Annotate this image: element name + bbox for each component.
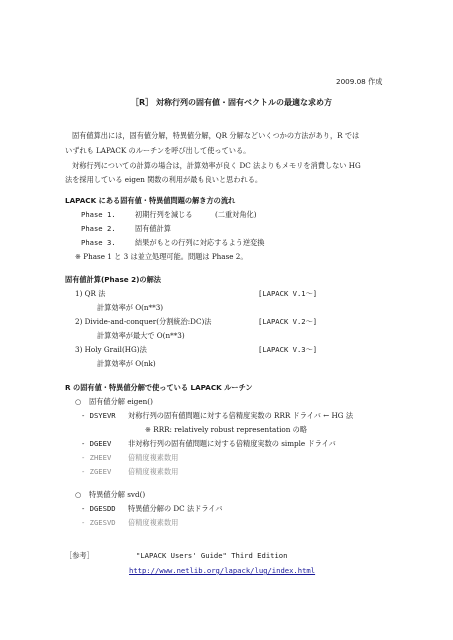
phase-name: Phase 3. (81, 238, 116, 247)
routine-name: - ZGESVD (81, 518, 116, 527)
phase-desc: 初期行列を減じる (135, 210, 193, 219)
intro-line: 固有値算出には，固有値分解，特異値分解，QR 分解などいくつかの方法があり，R では (72, 131, 360, 140)
routine-desc: 対称行列の固有値問題に対する倍精度実数の RRR ドライバ ← HG 法 (128, 411, 354, 420)
method-label: 1) QR 法 (75, 289, 106, 298)
method-cost: 計算効率が O(nk) (97, 359, 156, 368)
method-cost: 計算効率が O(n**3) (97, 303, 164, 312)
phase-desc: 結果がもとの行列に対応するよう逆変換 (135, 238, 265, 247)
eigen-label: 固有値分解 eigen() (89, 397, 153, 406)
section-heading: 固有値計算(Phase 2)の解法 (65, 275, 161, 284)
routine-desc: 倍精度複素数用 (128, 518, 179, 527)
method-version: [LAPACK V.3～] (258, 345, 318, 354)
reference-label: ［参考］ (65, 551, 94, 560)
creation-date: 2009.08 作成 (336, 77, 383, 86)
method-version: [LAPACK V.1～] (258, 289, 318, 298)
intro-line: 法を採用している eigen 関数の利用が最も良いと思われる。 (65, 175, 263, 184)
bullet: ○ (75, 397, 82, 406)
bullet: ○ (75, 490, 82, 499)
method-label: 2) Divide-and-conquer(分割統治:DC)法 (75, 317, 212, 326)
routine-desc: 非対称行列の固有値問題に対する倍精度実数の simple ドライバ (128, 439, 336, 448)
routine-note: ※ RRR: relatively robust representation の略 (145, 425, 308, 434)
phase-desc: 固有値計算 (135, 224, 171, 233)
intro-line: 対称行列についての計算の場合は，計算効率が良く DC 法よりもメモリを消費しない HG (72, 161, 361, 170)
phase-name: Phase 1. (81, 210, 116, 219)
phase-remark: ※ Phase 1 と 3 は並立処理可能。問題は Phase 2。 (75, 252, 248, 261)
routine-name: - ZHEEV (81, 453, 112, 462)
routine-name: - DGEEV (81, 439, 112, 448)
reference-book: "LAPACK Users' Guide" Third Edition (136, 551, 288, 560)
reference-link[interactable]: http://www.netlib.org/lapack/lug/index.html (129, 566, 316, 575)
phase-note: (二重対角化) (215, 210, 257, 219)
section-heading: R の固有値・特異値分解で使っている LAPACK ルーチン (65, 383, 253, 392)
routine-desc: 倍精度複素数用 (128, 453, 179, 462)
routine-name: - ZGEEV (81, 467, 112, 476)
method-cost: 計算効率が最大で O(n**3) (97, 331, 185, 340)
page-title: ［R］ 対称行列の固有値・固有ベクトルの最適な求め方 (131, 98, 332, 107)
intro-line: いずれも LAPACK のルーチンを呼び出して使っている。 (65, 146, 251, 155)
phase-name: Phase 2. (81, 224, 116, 233)
routine-desc: 倍精度複素数用 (128, 467, 179, 476)
routine-desc: 特異値分解の DC 法ドライバ (128, 504, 223, 513)
method-version: [LAPACK V.2～] (258, 317, 318, 326)
method-label: 3) Holy Grail(HG)法 (75, 345, 147, 354)
svd-label: 特異値分解 svd() (89, 490, 146, 499)
section-heading: LAPACK にある固有値・特異値問題の解き方の流れ (65, 196, 236, 205)
routine-name: - DGESDD (81, 504, 116, 513)
routine-name: - DSYEVR (81, 411, 116, 420)
